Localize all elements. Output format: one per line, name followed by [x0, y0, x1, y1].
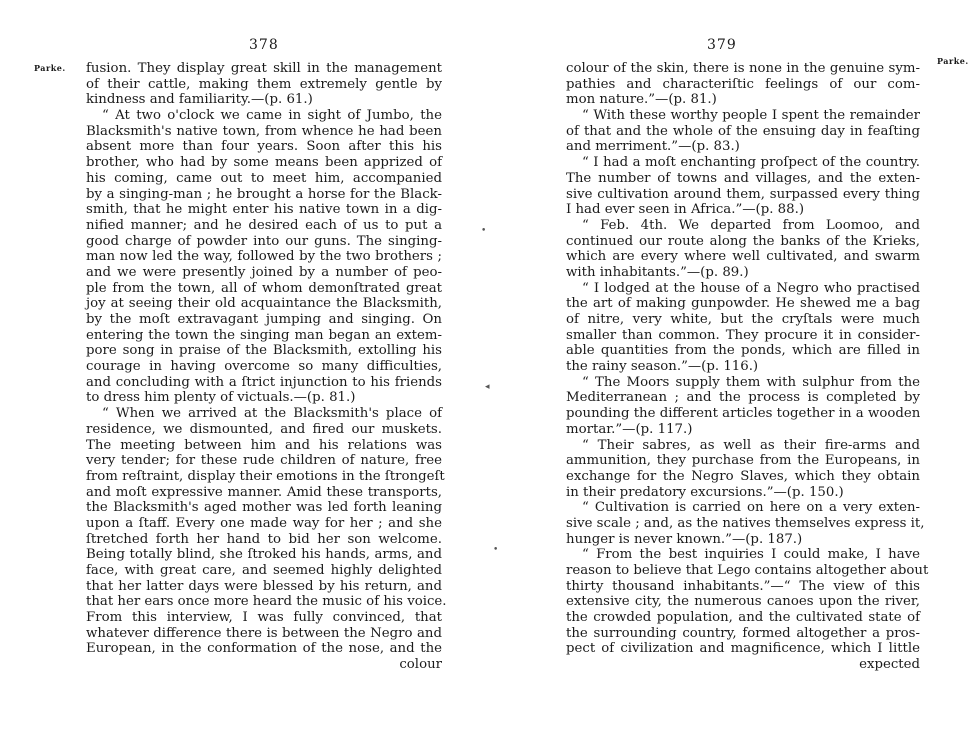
text-line: and we were presently joined by a number of peo-: [86, 264, 442, 280]
text-line: “ The Moors supply them with sulphur from the: [582, 374, 920, 390]
text-line: good charge of powder into our guns. The singing-: [86, 233, 442, 249]
text-line: “ Their sabres, as well as their fire-arms and: [582, 437, 920, 453]
text-line: pect of civilization and magnificence, which I little: [566, 641, 920, 657]
text-line: and merriment.”—(p. 83.): [566, 139, 740, 155]
gutter-mark: •: [493, 545, 499, 555]
text-line: that her ears once more heard the music of his voice.: [86, 594, 447, 610]
text-line: with inhabitants.”—(p. 89.): [566, 264, 749, 280]
text-line: Being totally blind, she ſtroked his hands, arms, and: [86, 547, 442, 563]
text-line: joy at seeing their old acquaintance the Blacksmith,: [86, 296, 442, 312]
text-line: smith, that he might enter his native town in a dig-: [86, 202, 442, 218]
text-line: pathies and characteriſtic feelings of our com-: [566, 76, 920, 92]
text-line: which are every where well cultivated, and swarm: [566, 249, 920, 265]
right-page: [490, 0, 980, 735]
text-line: by the moſt extravagant jumping and singing. On: [86, 312, 442, 327]
text-line: residence, we dismounted, and fired our muskets.: [86, 421, 442, 437]
text-line: fusion. They display great skill in the management: [86, 61, 442, 76]
text-line: able quantities from the ponds, which are filled in: [566, 343, 920, 359]
text-line: to dress him plenty of victuals.—(p. 81.): [86, 390, 356, 406]
text-line: continued our route along the banks of the Krieks,: [566, 233, 920, 249]
text-line: Mediterranean ; and the process is completed by: [566, 390, 920, 406]
text-line: I had ever seen in Africa.”—(p. 88.): [566, 202, 805, 218]
text-line: From this interview, I was fully convinced, that: [86, 610, 442, 626]
text-line: the crowded population, and the cultivated state of: [566, 610, 920, 626]
text-line: man now led the way, followed by the two brothers ;: [86, 249, 442, 265]
text-line: brother, who had by some means been apprized of: [86, 155, 442, 171]
text-line: entering the town the singing man began an extem-: [86, 327, 442, 343]
text-line: nified manner; and he desired each of us to put a: [86, 217, 442, 233]
text-line: very tender; for these rude children of nature, free: [86, 453, 442, 469]
right-text-column: [566, 61, 929, 673]
text-line: that her latter days were blessed by his return, and: [86, 578, 442, 594]
text-line: reason to believe that Lego contains altogether about: [566, 563, 929, 578]
text-line: the surrounding country, formed altogether a pros-: [566, 625, 920, 641]
text-line: Blacksmith's native town, from whence he had been: [86, 123, 442, 139]
text-line: of their cattle, making them extremely gentle by: [86, 76, 442, 92]
text-line: pore song in praise of the Blacksmith, extolling his: [86, 343, 442, 359]
page-number-right: 379: [707, 37, 737, 53]
text-line: upon a ſtaff. Every one made way for her ; and she: [86, 515, 442, 531]
text-line: colour of the skin, there is none in the genuine sym-: [566, 61, 920, 76]
text-line: ammunition, they purchase from the Europeans, in: [566, 453, 920, 469]
text-line: ſtretched forth her hand to bid her son welcome.: [86, 531, 442, 547]
text-line: whatever difference there is between the Negro and: [86, 625, 442, 641]
left-text-column: [86, 61, 447, 673]
text-line: “ I lodged at the house of a Negro who practised: [582, 280, 920, 296]
margin-note-left: Parke.: [34, 63, 66, 73]
margin-note-right: Parke.: [937, 56, 969, 66]
text-line: from reſtraint, display their emotions in the ſtrongeſt: [86, 468, 445, 484]
text-line: “ Cultivation is carried on here on a very exten-: [582, 500, 920, 516]
text-line: “ With these worthy people I spent the remainder: [582, 108, 920, 124]
gutter-mark: •: [481, 226, 487, 236]
text-line: of that and the whole of the ensuing day in feaſting: [566, 123, 920, 139]
text-line: hunger is never known.”—(p. 187.): [566, 531, 803, 547]
text-line: courage in having overcome so many difficulties,: [86, 359, 442, 375]
page-number-left: 378: [249, 37, 279, 53]
text-line: by a singing-man ; he brought a horse for the Black-: [86, 186, 442, 202]
text-line: smaller than common. They procure it in consider-: [566, 327, 920, 343]
text-line: the rainy season.”—(p. 116.): [566, 359, 759, 375]
text-line: of nitre, very white, but the cryſtals were much: [566, 312, 920, 327]
text-line: sive scale ; and, as the natives themselves express it,: [566, 515, 925, 531]
text-line: face, with great care, and seemed highly delighted: [86, 563, 442, 578]
text-line: pounding the different articles together in a wooden: [566, 406, 921, 422]
text-line: extensive city, the numerous canoes upon the river,: [566, 594, 920, 610]
text-line: The number of towns and villages, and the exten-: [566, 170, 920, 186]
text-line: the Blacksmith's aged mother was led forth leaning: [86, 500, 442, 516]
text-line: absent more than four years. Soon after this his: [86, 139, 442, 155]
text-line: sive cultivation around them, surpassed every thing: [566, 186, 920, 202]
text-line: the art of making gunpowder. He shewed me a bag: [566, 296, 920, 312]
text-line: in their predatory excursions.”—(p. 150.): [566, 484, 844, 500]
catchword: expected: [859, 657, 920, 673]
text-line: exchange for the Negro Slaves, which they obtain: [566, 468, 920, 484]
text-line: and moſt expressive manner. Amid these transports,: [86, 484, 442, 500]
gutter-mark: ◂: [485, 382, 490, 392]
text-line: “ When we arrived at the Blacksmith's place of: [102, 406, 442, 422]
text-line: “ At two o'clock we came in sight of Jumbo, the: [102, 108, 442, 124]
text-line: thirty thousand inhabitants.”—“ The view of this: [566, 578, 920, 594]
text-line: mon nature.”—(p. 81.): [566, 92, 717, 108]
text-line: “ I had a moſt enchanting proſpect of the country.: [582, 155, 920, 171]
text-line: kindness and familiarity.—(p. 61.): [86, 92, 313, 108]
text-line: The meeting between him and his relations was: [86, 437, 442, 453]
text-line: and concluding with a ſtrict injunction to his friends: [86, 374, 442, 390]
text-line: European, in the conformation of the nose, and the: [86, 641, 442, 657]
text-line: his coming, came out to meet him, accompanied: [86, 170, 442, 186]
text-line: “ Feb. 4th. We departed from Loomoo, and: [582, 217, 920, 233]
text-line: mortar.”—(p. 117.): [566, 421, 693, 437]
catchword: colour: [399, 657, 442, 673]
text-line: ple from the town, all of whom demonſtrated great: [86, 280, 442, 296]
text-line: “ From the best inquiries I could make, I have: [582, 547, 920, 563]
